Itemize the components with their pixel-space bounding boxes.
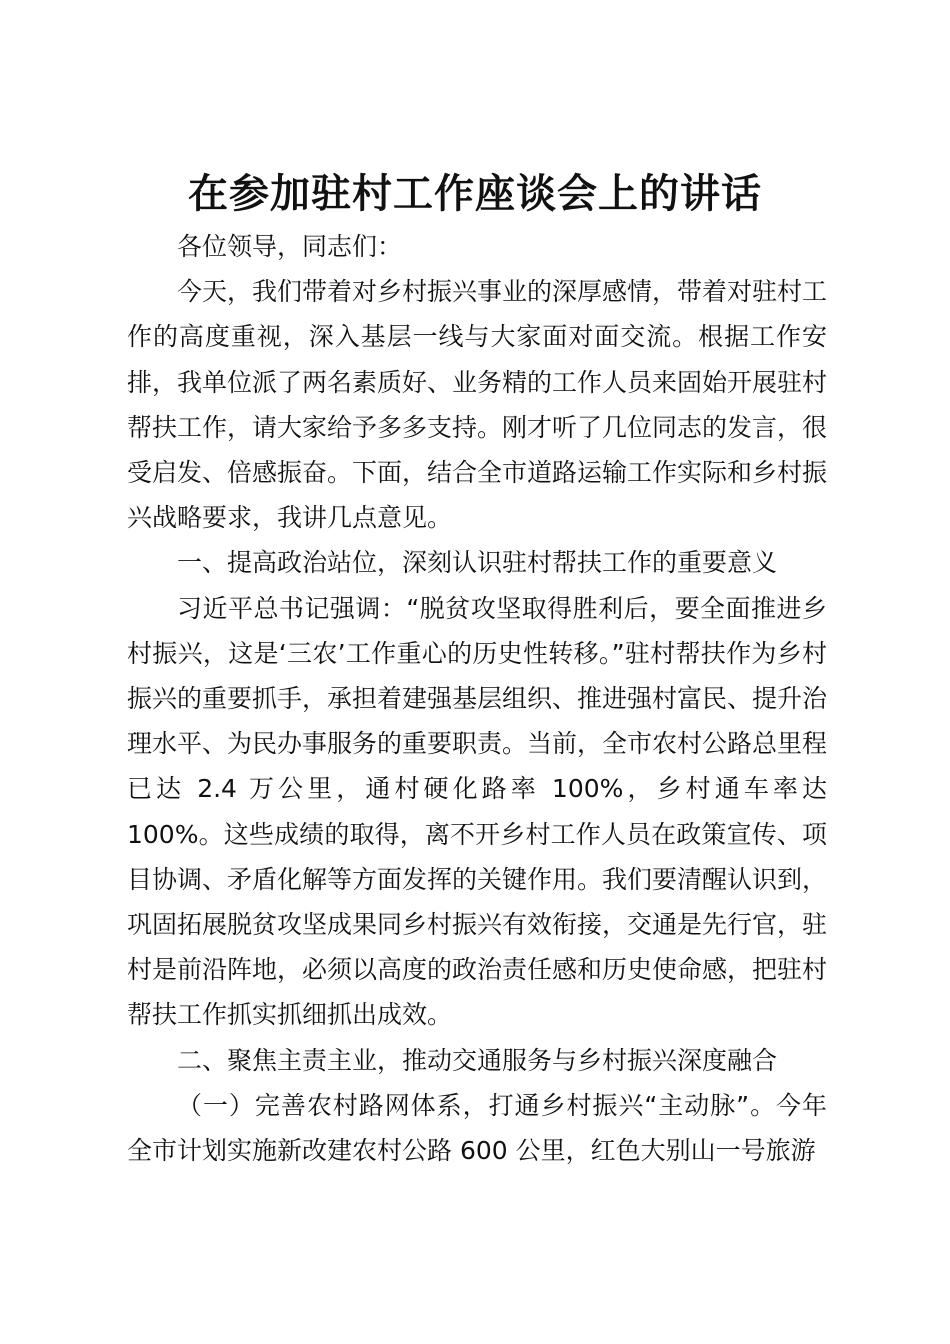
paragraph-road-network: （一）完善农村路网体系，打通乡村振兴“主动脉”。今年全市计划实施新改建农村公路 600 公里，红色大别山一号旅游 (127, 1090, 827, 1166)
paragraph-significance: 习近平总书记强调：“脱贫攻坚取得胜利后，要全面推进乡村振兴，这是‘三农’工作重心的历史性转移。”驻村帮扶作为乡村振兴的重要抓手，承担着建强基层组织、推进强村富民、提升治理水平、为民办事服务的重要职责。当前，全市农村公路总里程已达 2.4 万公里，通村硬化路率 100%，乡村通车率达 100%。这些成绩的取得，离不开乡村工作人员在政策宣传、项目协调、矛盾化解等方面发挥的关键作用。我们要清醒认识到，巩固拓展脱贫攻坚成果同乡村振兴有效衔接，交通是先行官，驻村是前沿阵地，必须以高度的政治责任感和历史使命感，把驻村帮扶工作抓实抓细抓出成效。 (127, 593, 828, 1030)
document-title: 在参加驻村工作座谈会上的讲话 (188, 171, 762, 217)
document-body (127, 224, 827, 1173)
paragraph-intro: 今天，我们带着对乡村振兴事业的深厚感情，带着对驻村工作的高度重视，深入基层一线与大家面对面交流。根据工作安排，我单位派了两名素质好、业务精的工作人员来固始开展驻村帮扶工作，请大家给予多多支持。刚才听了几位同志的发言，很受启发、倍感振奋。下面，结合全市道路运输工作实际和乡村振兴战略要求，我讲几点意见。 (127, 277, 828, 533)
section-heading-1: 一、提高政治站位，深刻认识驻村帮扶工作的重要意义 (177, 548, 778, 578)
salutation: 各位领导，同志们： (177, 232, 403, 261)
section-heading-2: 二、聚焦主责主业，推动交通服务与乡村振兴深度融合 (177, 1045, 778, 1075)
